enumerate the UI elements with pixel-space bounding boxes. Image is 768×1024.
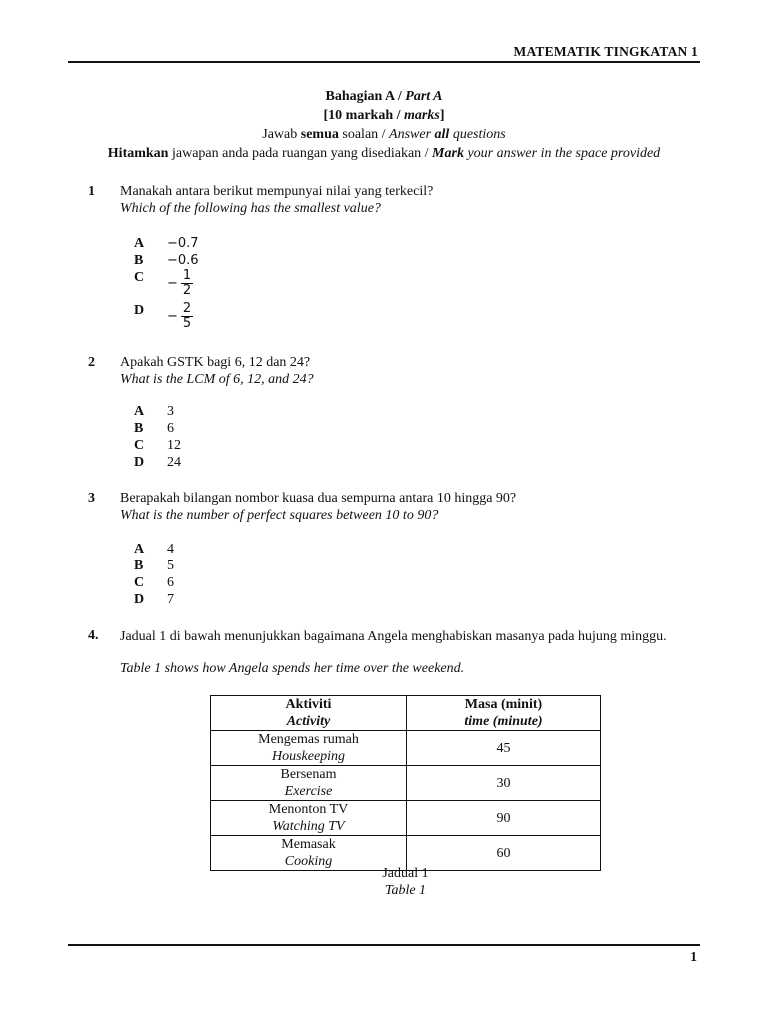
table-cell: 90: [407, 801, 601, 836]
option-value: 5: [167, 558, 174, 573]
table-cell: Bersenam Exercise: [211, 766, 407, 801]
footer-divider: [68, 944, 700, 946]
section-answer-instruction: Jawab semua soalan / Answer all questions: [262, 127, 506, 142]
table-row: [211, 731, 601, 766]
fraction-option: [167, 302, 193, 331]
table-cell: 30: [407, 766, 601, 801]
table-header-row: [211, 696, 601, 731]
fraction-sign: −: [167, 309, 178, 324]
header-divider: [68, 61, 700, 63]
option-letter[interactable]: C: [134, 575, 145, 590]
page-number: 1: [690, 949, 697, 964]
option-letter[interactable]: A: [134, 404, 145, 419]
option-letter[interactable]: C: [134, 270, 145, 285]
table-header-cell: Aktiviti Activity: [211, 696, 407, 731]
table-header-cell: Masa (minit) time (minute): [407, 696, 601, 731]
table-cell: 60: [407, 836, 601, 871]
option-letter[interactable]: D: [134, 303, 145, 318]
question-4-text-en: Table 1 shows how Angela spends her time over the weekend.: [120, 661, 465, 676]
header-title: MATEMATIK TINGKATAN 1: [513, 44, 698, 59]
option-value: 12: [167, 438, 181, 453]
question-2-text-en: What is the LCM of 6, 12, and 24?: [120, 372, 314, 387]
option-value: −0.7: [167, 236, 199, 251]
question-4-number: 4.: [88, 628, 99, 643]
section-marks: [10 markah / marks]: [323, 108, 445, 123]
option-letter[interactable]: B: [134, 421, 144, 436]
fraction-option: [167, 269, 193, 298]
option-value: −0.6: [167, 253, 199, 268]
option-letter[interactable]: A: [134, 236, 145, 251]
option-value: 7: [167, 592, 174, 607]
question-2-text-ms: Apakah GSTK bagi 6, 12 dan 24?: [120, 355, 311, 370]
option-letter[interactable]: D: [134, 592, 145, 607]
option-letter[interactable]: C: [134, 438, 145, 453]
question-1-number: 1: [88, 184, 95, 199]
question-2-number: 2: [88, 355, 95, 370]
option-letter[interactable]: B: [134, 558, 144, 573]
option-letter[interactable]: A: [134, 542, 145, 557]
fraction-denominator: 2: [182, 283, 192, 298]
option-letter[interactable]: D: [134, 455, 145, 470]
table-cell: Memasak Cooking: [211, 836, 407, 871]
option-value: 3: [167, 404, 174, 419]
question-3-number: 3: [88, 491, 95, 506]
option-letter[interactable]: B: [134, 253, 144, 268]
question-3-text-ms: Berapakah bilangan nombor kuasa dua sempurna antara 10 hingga 90?: [120, 491, 517, 506]
fraction-numerator: 1: [182, 268, 192, 283]
question-3-text-en: What is the number of perfect squares between 10 to 90?: [120, 508, 439, 523]
option-value: 24: [167, 455, 181, 470]
table-cell: 45: [407, 731, 601, 766]
table-caption-ms: Jadual 1: [382, 866, 429, 881]
question-1-text-ms: Manakah antara berikut mempunyai nilai yang terkecil?: [120, 184, 434, 199]
fraction-denominator: 5: [182, 316, 192, 331]
table-cell: Menonton TV Watching TV: [211, 801, 407, 836]
table-row: [211, 801, 601, 836]
question-1-text-en: Which of the following has the smallest value?: [120, 201, 381, 216]
option-value: 4: [167, 542, 174, 557]
question-4-text-ms: Jadual 1 di bawah menunjukkan bagaimana Angela menghabiskan masanya pada hujung minggu.: [120, 629, 667, 644]
activity-time-table: [210, 695, 601, 871]
section-title: Bahagian A / Part A: [325, 89, 443, 104]
option-value: 6: [167, 575, 174, 590]
table-cell: Mengemas rumah Houskeeping: [211, 731, 407, 766]
table-row: [211, 766, 601, 801]
section-mark-instruction: Hitamkan jawapan anda pada ruangan yang disediakan / Mark your answer in the space provided: [107, 146, 661, 161]
fraction-numerator: 2: [182, 301, 192, 316]
table-caption-en: Table 1: [384, 883, 427, 898]
fraction-sign: −: [167, 276, 178, 291]
option-value: 6: [167, 421, 174, 436]
